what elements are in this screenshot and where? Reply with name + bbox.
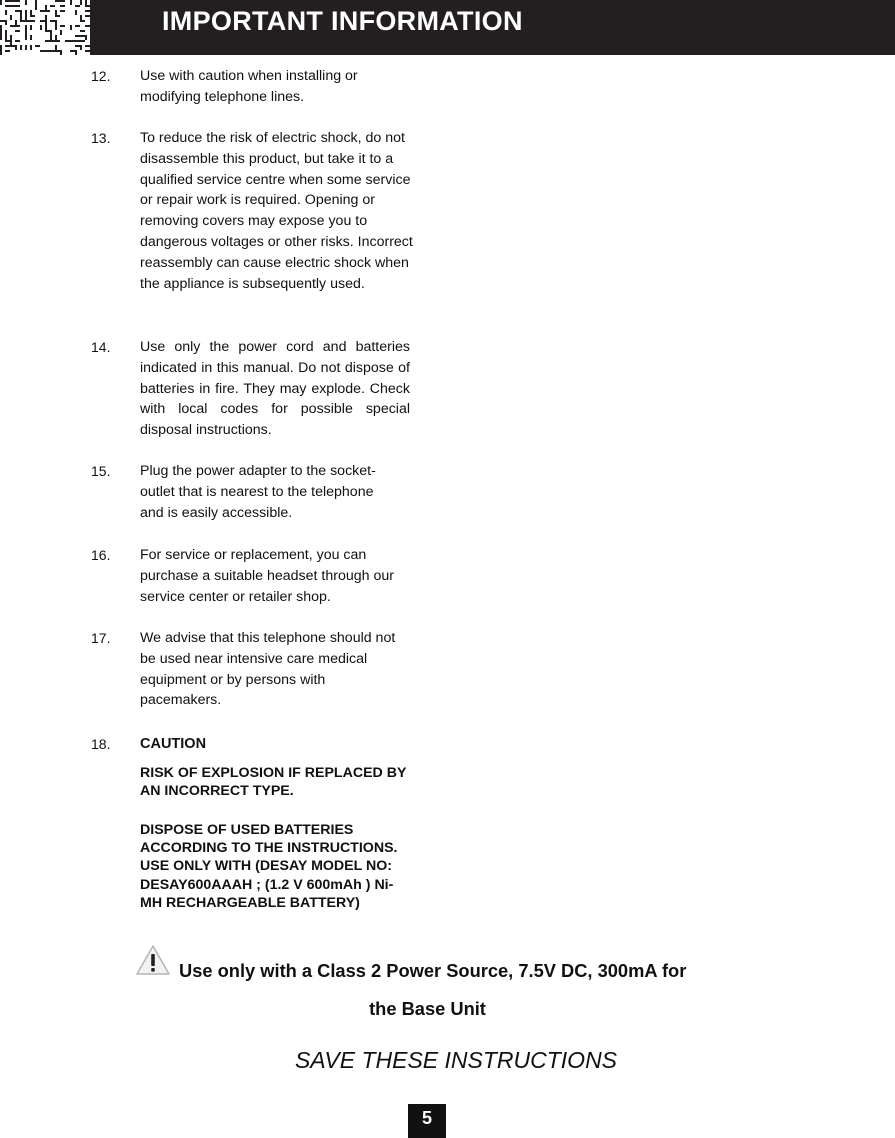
item-text: Use only the power cord and batteries indicated in this manual. Do not dispose of batteries in fire. They may explode. Check with local codes for possible special disposal instructions. bbox=[140, 339, 410, 439]
item-number: 18. bbox=[91, 736, 111, 752]
page-number: 5 bbox=[408, 1104, 446, 1138]
item-number: 15. bbox=[91, 463, 111, 479]
power-notice-line2: the Base Unit bbox=[369, 998, 486, 1019]
item-number: 14. bbox=[91, 339, 111, 355]
caution-dispose-text: DISPOSE OF USED BATTERIES ACCORDING TO THE INSTRUCTIONS. USE ONLY WITH (DESAY MODEL NO: DESAY600AAAH ; (1.2 V 600mAh ) Ni-MH RECHARGEABLE BATTERY) bbox=[140, 822, 398, 911]
warning-triangle-icon bbox=[135, 944, 171, 976]
item-text: Use with caution when installing or modifying telephone lines. bbox=[140, 68, 358, 105]
page-title: IMPORTANT INFORMATION bbox=[162, 6, 523, 36]
item-number: 16. bbox=[91, 547, 111, 563]
item-number: 12. bbox=[91, 68, 111, 84]
save-instructions-text: SAVE THESE INSTRUCTIONS bbox=[294, 1047, 618, 1073]
item-text: For service or replacement, you can purchase a suitable headset through our service center or retailer shop. bbox=[140, 547, 394, 605]
caution-risk-text: RISK OF EXPLOSION IF REPLACED BY AN INCORRECT TYPE. bbox=[140, 765, 407, 800]
power-notice-line1: Use only with a Class 2 Power Source, 7.5V DC, 300mA for bbox=[179, 960, 687, 981]
item-number: 13. bbox=[91, 130, 111, 146]
maze-pattern-decoration bbox=[0, 0, 90, 55]
caution-title: CAUTION bbox=[140, 736, 207, 752]
item-text: We advise that this telephone should not be used near intensive care medical equipment or by persons with pacemakers. bbox=[140, 630, 396, 709]
item-text: To reduce the risk of electric shock, do not disassemble this product, but take it to a qualified service centre when some service or repair work is required. Opening or removing covers may expose you to dangerous voltages or other risks. Incorrect reassembly can cause electric shock when the appliance is subsequently used. bbox=[140, 130, 413, 292]
header-bar bbox=[0, 0, 895, 55]
item-text: Plug the power adapter to the socket-outlet that is nearest to the telephone and is easily accessible. bbox=[140, 463, 376, 521]
item-number: 17. bbox=[91, 630, 111, 646]
